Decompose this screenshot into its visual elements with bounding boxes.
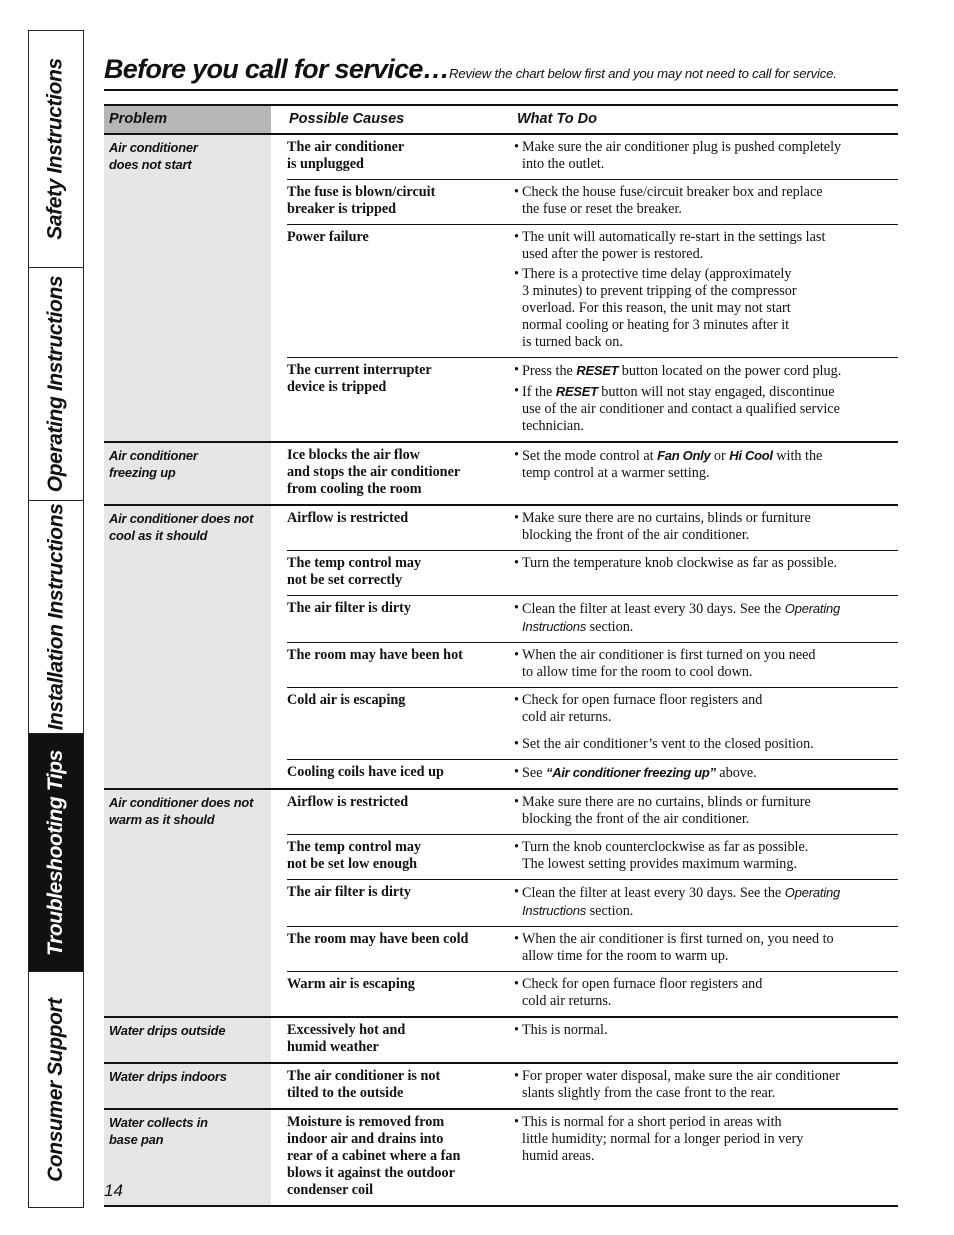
page-title xyxy=(104,54,898,85)
possible-cause: Power failure xyxy=(287,229,369,245)
todo-text xyxy=(522,1022,608,1039)
tab-installation-instructions[interactable] xyxy=(29,501,83,734)
what-to-do xyxy=(514,794,898,828)
header-todo: What To Do xyxy=(517,111,597,127)
todo-text xyxy=(522,229,825,263)
italic-text: Operating Instructions xyxy=(522,601,841,634)
text-run: Turn the knob counterclockwise as far as possible. The lowest setting provides maximum warming. xyxy=(522,839,809,872)
text-run: Clean the filter at least every 30 days. See the xyxy=(522,885,785,901)
table-body xyxy=(104,135,898,1207)
what-to-do xyxy=(514,362,898,435)
todo-bullet xyxy=(514,647,898,681)
table-row xyxy=(287,790,898,834)
todo-text xyxy=(522,600,840,636)
text-run: Set the mode control at xyxy=(522,448,658,464)
title-divider xyxy=(104,89,898,91)
todo-text xyxy=(522,931,834,965)
todo-bullet xyxy=(514,736,898,753)
bullet-icon: • xyxy=(514,1114,519,1130)
text-run: See xyxy=(522,765,547,781)
tab-label: Operating Instructions xyxy=(44,275,68,493)
todo-text xyxy=(522,362,841,380)
problem-label: Air conditioner does not start xyxy=(104,135,271,441)
problem-group xyxy=(104,443,898,506)
todo-bullet xyxy=(514,976,898,1010)
what-to-do xyxy=(514,229,898,351)
bullet-icon: • xyxy=(514,447,519,463)
what-to-do xyxy=(514,600,898,636)
todo-bullet xyxy=(514,184,898,218)
tab-safety-instructions[interactable] xyxy=(29,31,83,268)
todo-text xyxy=(522,884,840,920)
text-run: When the air conditioner is first turned on you need to allow time for the room to cool down. xyxy=(522,647,816,680)
todo-bullet xyxy=(514,764,898,782)
possible-cause: Warm air is escaping xyxy=(287,976,415,992)
todo-text xyxy=(522,510,811,544)
cause-rows xyxy=(271,790,898,1016)
text-run: or xyxy=(710,448,730,464)
text-run: The unit will automatically re-start in the settings last used after the power is restored. xyxy=(522,229,826,262)
possible-cause: Excessively hot and humid weather xyxy=(287,1022,406,1055)
bullet-icon: • xyxy=(514,839,519,855)
todo-text xyxy=(522,184,823,218)
cause-rows xyxy=(271,443,898,504)
possible-cause: The air conditioner is not tilted to the outside xyxy=(287,1068,441,1101)
text-run: button will not stay engaged, discontinue use of the air conditioner and contact a qualified service technician. xyxy=(522,384,840,434)
what-to-do xyxy=(514,976,898,1010)
todo-bullet xyxy=(514,1022,898,1039)
table-row xyxy=(287,971,898,1016)
header-causes: Possible Causes xyxy=(289,111,405,127)
todo-bullet xyxy=(514,1068,898,1102)
possible-cause: Moisture is removed from indoor air and drains into rear of a cabinet where a fan blows it against the outdoor condenser coil xyxy=(287,1114,461,1198)
todo-bullet xyxy=(514,383,898,435)
todo-bullet xyxy=(514,884,898,920)
what-to-do xyxy=(514,184,898,218)
table-row xyxy=(287,834,898,879)
table-row xyxy=(287,550,898,595)
table-row xyxy=(287,595,898,642)
todo-text xyxy=(522,794,811,828)
todo-bullet xyxy=(514,139,898,173)
text-run: Check the house fuse/circuit breaker box and replace the fuse or reset the breaker. xyxy=(522,184,823,217)
table-row xyxy=(287,1110,898,1205)
emphasis-text: RESET xyxy=(576,363,619,378)
possible-cause: Cold air is escaping xyxy=(287,692,406,708)
table-row xyxy=(287,879,898,926)
text-run: above. xyxy=(715,765,757,781)
todo-bullet xyxy=(514,266,898,351)
what-to-do xyxy=(514,1022,898,1056)
table-row xyxy=(287,357,898,441)
text-run: Clean the filter at least every 30 days. See the xyxy=(522,601,785,617)
problem-label: Water drips indoors xyxy=(104,1064,271,1108)
tab-operating-instructions[interactable] xyxy=(29,268,83,501)
bullet-icon: • xyxy=(514,1068,519,1084)
what-to-do xyxy=(514,1114,898,1199)
text-run: Make sure there are no curtains, blinds or furniture blocking the front of the air conditioner. xyxy=(522,510,811,543)
bullet-icon: • xyxy=(514,229,519,245)
table-row xyxy=(287,135,898,179)
possible-cause: The air conditioner is unplugged xyxy=(287,139,405,172)
problem-group xyxy=(104,506,898,790)
table-header xyxy=(104,104,898,135)
problem-label: Water drips outside xyxy=(104,1018,271,1062)
todo-bullet xyxy=(514,510,898,544)
bullet-icon: • xyxy=(514,266,519,282)
text-run: with the temp control at a warmer setting. xyxy=(522,448,823,481)
emphasis-text: “Air conditioner freezing up” xyxy=(546,765,716,780)
tab-troubleshooting-tips[interactable] xyxy=(29,734,83,972)
text-run: Check for open furnace floor registers and cold air returns. xyxy=(522,976,763,1009)
bullet-icon: • xyxy=(514,184,519,200)
todo-text xyxy=(522,839,808,873)
text-run: section. xyxy=(586,903,634,919)
todo-text xyxy=(522,692,762,726)
table-row xyxy=(287,443,898,504)
emphasis-text: Fan Only xyxy=(657,448,711,463)
what-to-do xyxy=(514,839,898,873)
table-row xyxy=(287,642,898,687)
todo-bullet xyxy=(514,692,898,726)
possible-cause: The room may have been hot xyxy=(287,647,463,663)
bullet-icon: • xyxy=(514,647,519,663)
text-run: Make sure the air conditioner plug is pushed completely into the outlet. xyxy=(522,139,842,172)
emphasis-text: RESET xyxy=(555,384,598,399)
what-to-do xyxy=(514,931,898,965)
title-subtitle: Review the chart below first and you may not need to call for service. xyxy=(449,66,837,81)
todo-text xyxy=(522,555,837,572)
possible-cause: Airflow is restricted xyxy=(287,510,409,526)
what-to-do xyxy=(514,647,898,681)
cause-rows xyxy=(271,1018,898,1062)
todo-text xyxy=(522,139,841,173)
todo-bullet xyxy=(514,447,898,482)
troubleshooting-table xyxy=(104,104,898,1207)
bullet-icon: • xyxy=(514,931,519,947)
todo-bullet xyxy=(514,229,898,263)
what-to-do xyxy=(514,139,898,173)
cause-rows xyxy=(271,1110,898,1205)
table-row xyxy=(287,506,898,550)
what-to-do xyxy=(514,510,898,544)
todo-text xyxy=(522,383,840,435)
bullet-icon: • xyxy=(514,362,519,378)
possible-cause: The air filter is dirty xyxy=(287,884,411,900)
tab-label: Safety Instructions xyxy=(44,58,68,240)
bullet-icon: • xyxy=(514,510,519,526)
possible-cause: The room may have been cold xyxy=(287,931,469,947)
tab-label: Consumer Support xyxy=(44,998,67,1182)
table-row xyxy=(287,687,898,759)
cause-rows xyxy=(271,135,898,441)
what-to-do xyxy=(514,555,898,589)
possible-cause: The air filter is dirty xyxy=(287,600,411,616)
problem-group xyxy=(104,790,898,1018)
possible-cause: Ice blocks the air flow and stops the air conditioner from cooling the room xyxy=(287,447,461,497)
text-run: button located on the power cord plug. xyxy=(618,363,842,379)
text-run: When the air conditioner is first turned on, you need to allow time for the room to warm up. xyxy=(522,931,834,964)
what-to-do xyxy=(514,1068,898,1102)
todo-bullet xyxy=(514,794,898,828)
bullet-icon: • xyxy=(514,692,519,708)
possible-cause: The fuse is blown/circuit breaker is tripped xyxy=(287,184,436,217)
table-row xyxy=(287,224,898,357)
table-row xyxy=(287,759,898,788)
what-to-do xyxy=(514,764,898,782)
text-run: If the xyxy=(522,384,556,400)
title-main: Before you call for service… xyxy=(104,54,450,84)
possible-cause: Airflow is restricted xyxy=(287,794,409,810)
todo-text xyxy=(522,1114,803,1165)
possible-cause: The temp control may not be set correctly xyxy=(287,555,422,588)
text-run: Check for open furnace floor registers and cold air returns. xyxy=(522,692,763,725)
problem-group xyxy=(104,1018,898,1064)
problem-label: Air conditioner does not warm as it should xyxy=(104,790,271,1016)
text-run: For proper water disposal, make sure the air conditioner slants slightly from the case front to the rear. xyxy=(522,1068,840,1101)
bullet-icon: • xyxy=(514,139,519,155)
problem-group xyxy=(104,135,898,443)
text-run: Make sure there are no curtains, blinds or furniture blocking the front of the air conditioner. xyxy=(522,794,811,827)
todo-text xyxy=(522,647,816,681)
todo-bullet xyxy=(514,555,898,572)
todo-text xyxy=(522,266,797,351)
text-run: section. xyxy=(586,619,634,635)
todo-bullet xyxy=(514,1114,898,1165)
bullet-icon: • xyxy=(514,794,519,810)
bullet-icon: • xyxy=(514,383,519,399)
todo-text xyxy=(522,1068,840,1102)
tab-consumer-support[interactable] xyxy=(29,972,83,1208)
table-row xyxy=(287,179,898,224)
todo-text xyxy=(522,976,762,1010)
bullet-icon: • xyxy=(514,1022,519,1038)
text-run: This is normal. xyxy=(522,1022,608,1038)
bullet-icon: • xyxy=(514,764,519,780)
table-row xyxy=(287,926,898,971)
table-row xyxy=(287,1018,898,1062)
bullet-icon: • xyxy=(514,884,519,900)
todo-bullet xyxy=(514,931,898,965)
bullet-icon: • xyxy=(514,555,519,571)
emphasis-text: Hi Cool xyxy=(729,448,773,463)
table-row xyxy=(287,1064,898,1108)
problem-label: Air conditioner does not cool as it should xyxy=(104,506,271,788)
problem-group xyxy=(104,1064,898,1110)
todo-bullet xyxy=(514,839,898,873)
problem-label: Water collects in base pan xyxy=(104,1110,271,1205)
bullet-icon: • xyxy=(514,736,519,752)
text-run: Press the xyxy=(522,363,577,379)
text-run: This is normal for a short period in areas with little humidity; normal for a longer period in very humid areas. xyxy=(522,1114,804,1164)
todo-bullet xyxy=(514,600,898,636)
todo-text xyxy=(522,447,822,482)
tab-label: Installation Instructions xyxy=(44,503,68,731)
text-run: Set the air conditioner’s vent to the closed position. xyxy=(522,736,814,752)
cause-rows xyxy=(271,1064,898,1108)
page-number: 14 xyxy=(104,1181,123,1200)
bullet-icon: • xyxy=(514,976,519,992)
what-to-do xyxy=(514,447,898,498)
todo-text xyxy=(522,764,757,782)
text-run: Turn the temperature knob clockwise as far as possible. xyxy=(522,555,838,571)
italic-text: Operating Instructions xyxy=(522,885,841,918)
problem-group xyxy=(104,1110,898,1207)
todo-bullet xyxy=(514,362,898,380)
what-to-do xyxy=(514,884,898,920)
possible-cause: Cooling coils have iced up xyxy=(287,764,444,780)
problem-label: Air conditioner freezing up xyxy=(104,443,271,504)
what-to-do xyxy=(514,692,898,753)
possible-cause: The temp control may not be set low enough xyxy=(287,839,422,872)
bullet-icon: • xyxy=(514,600,519,616)
text-run: There is a protective time delay (approximately 3 minutes) to prevent tripping of the compressor overload. For this reason, the unit may not start normal cooling or heating for 3 minutes after it is turned back on. xyxy=(522,266,797,350)
todo-text xyxy=(522,736,814,753)
cause-rows xyxy=(271,506,898,788)
header-problem: Problem xyxy=(109,111,168,127)
side-tabs xyxy=(28,30,84,1208)
possible-cause: The current interrupter device is tripped xyxy=(287,362,432,395)
tab-label: Troubleshooting Tips xyxy=(44,749,68,956)
